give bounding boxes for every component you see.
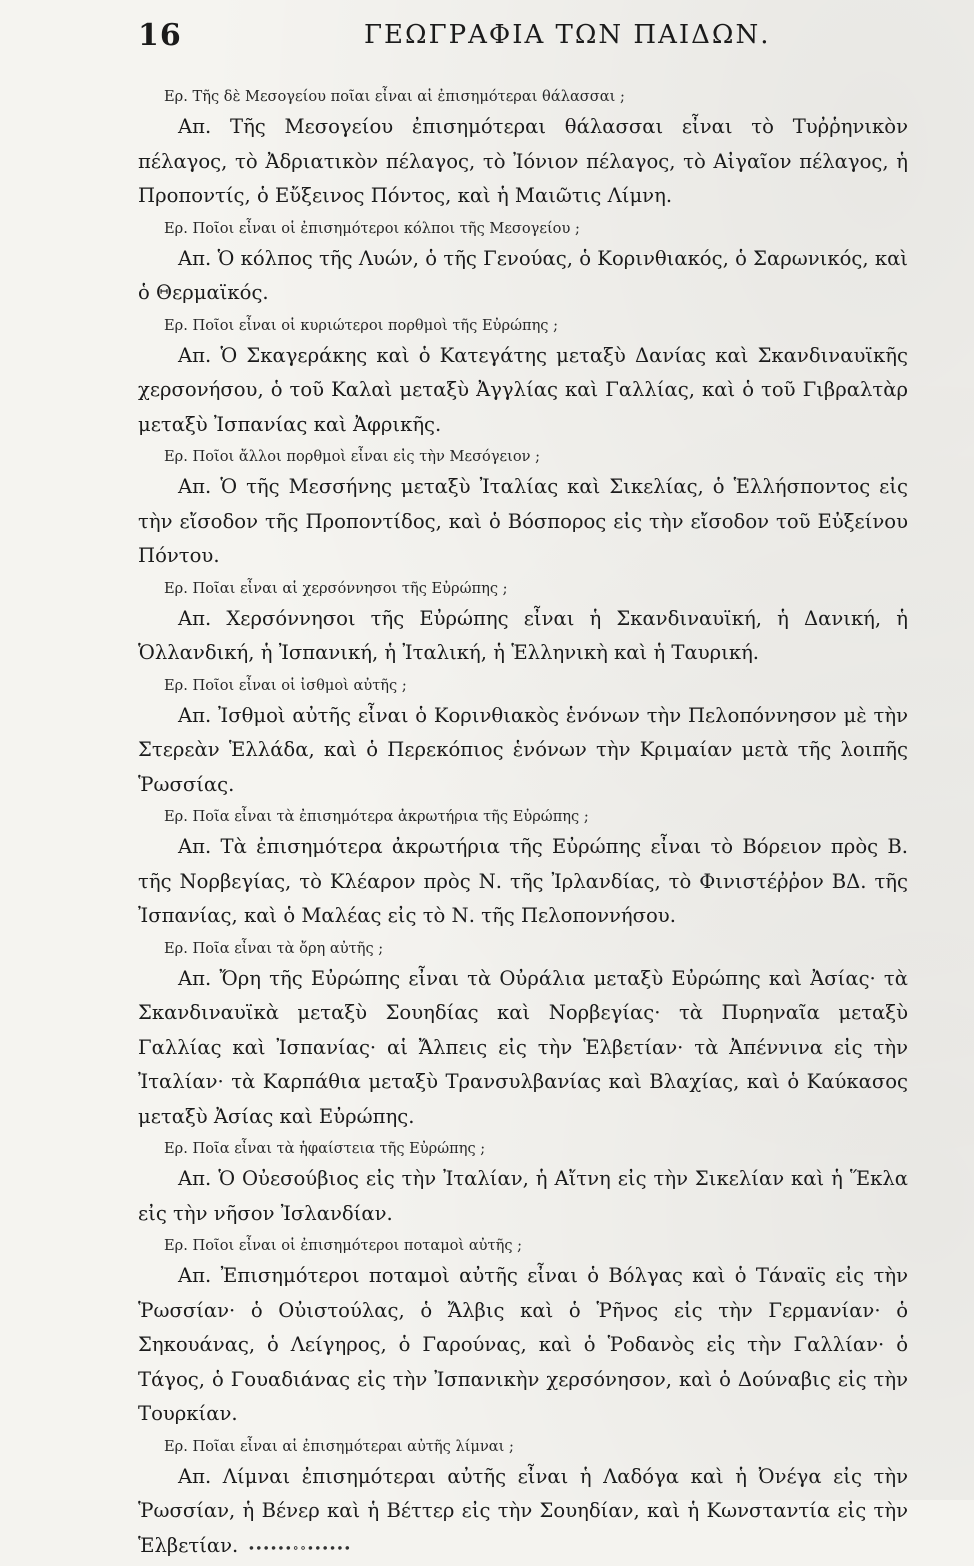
qa-entry xyxy=(138,446,908,574)
running-title: ΓΕΩΓΡΑΦΙΑ ΤΩΝ ΠΑΙΔΩΝ. xyxy=(364,20,771,50)
answer-text: Απ. Ὁ τῆς Μεσσήνης μεταξὺ Ἰταλίας καὶ Σικελίας, ὁ Ἑλλήσποντος εἰς τὴν εἴσοδον τῆς Προποντίδος, καὶ ὁ Βόσπορος εἰς τὴν εἴσοδον τοῦ Εὐξείνου Πόντου. xyxy=(138,470,908,574)
question-text: Ερ. Ποῖοι εἶναι οἱ ἐπισημότεροι ποταμοὶ αὐτῆς ; xyxy=(164,1235,908,1257)
answer-text: Απ. Ἐπισημότεροι ποταμοὶ αὐτῆς εἶναι ὁ Βόλγας καὶ ὁ Τάναϊς εἰς τὴν Ῥωσσίαν· ὁ Οὐιστούλας, ὁ Ἄλβις καὶ ὁ Ῥῆνος εἰς τὴν Γερμανίαν· ὁ Σηκουάνας, ὁ Λείγηρος, ὁ Γαρούνας, καὶ ὁ Ῥοδανὸς εἰς τὴν Γαλλίαν· ὁ Τάγος, ὁ Γουαδιάνας εἰς τὴν Ἰσπανικὴν χερσόνησον, καὶ ὁ Δούναβις εἰς τὴν Τουρκίαν. xyxy=(138,1259,908,1432)
answer-text-body: Απ. Λίμναι ἐπισημότεραι αὐτῆς εἶναι ἡ Λαδόγα καὶ ἡ Ὀνέγα εἰς τὴν Ῥωσσίαν, ἡ Βένερ καὶ ἡ Βέττερ εἰς τὴν Σουηδίαν, καὶ ἡ Κωνσταντία εἰς τὴν Ἑλβετίαν. xyxy=(138,1465,908,1557)
answer-text: Απ. Ὁ κόλπος τῆς Λυών, ὁ τῆς Γενούας, ὁ Κορινθιακός, ὁ Σαρωνικός, καὶ ὁ Θερμαϊκός. xyxy=(138,242,908,311)
question-text: Ερ. Ποῖαι εἶναι αἱ χερσόννησοι τῆς Εὐρώπης ; xyxy=(164,578,908,600)
question-text: Ερ. Ποῖα εἶναι τὰ ἡφαίστεια τῆς Εὐρώπης ; xyxy=(164,1138,908,1160)
qa-entry xyxy=(138,1138,908,1231)
answer-text: Απ. Ἰσθμοὶ αὐτῆς εἶναι ὁ Κορινθιακὸς ἑνόνων τὴν Πελοπόννησον μὲ τὴν Στερεὰν Ἑλλάδα, καὶ ὁ Περεκόπιος ἑνόνων τὴν Κριμαίαν μετὰ τῆς λοιπῆς Ῥωσσίας. xyxy=(138,699,908,803)
answer-text: Απ. Ὁ Σκαγεράκης καὶ ὁ Κατεγάτης μεταξὺ Δανίας καὶ Σκανδιναυϊκῆς χερσονήσου, ὁ τοῦ Καλαὶ μεταξὺ Ἀγγλίας καὶ Γαλλίας, καὶ ὁ τοῦ Γιβραλτὰρ μεταξὺ Ἰσπανίας καὶ Ἀφρικῆς. xyxy=(138,339,908,443)
qa-entry xyxy=(138,938,908,1135)
question-text: Ερ. Ποῖαι εἶναι αἱ ἐπισημότεραι αὐτῆς λίμναι ; xyxy=(164,1436,908,1458)
page-header xyxy=(138,18,908,64)
question-text: Ερ. Ποῖα εἶναι τὰ ἐπισημότερα ἀκρωτήρια τῆς Εὐρώπης ; xyxy=(164,806,908,828)
question-text: Ερ. Ποῖοι εἶναι οἱ κυριώτεροι πορθμοὶ τῆς Εὐρώπης ; xyxy=(164,315,908,337)
qa-entry xyxy=(138,1436,908,1566)
qa-entry xyxy=(138,1235,908,1432)
answer-text: Απ. Τὰ ἐπισημότερα ἀκρωτήρια τῆς Εὐρώπης εἶναι τὸ Βόρειον πρὸς Β. τῆς Νορβεγίας, τὸ Κλέαρον πρὸς Ν. τῆς Ἰρλανδίας, τὸ Φινιστέῤῥον ΒΔ. τῆς Ἰσπανίας, καὶ ὁ Μαλέας εἰς τὸ Ν. τῆς Πελοποννήσου. xyxy=(138,830,908,934)
qa-entry xyxy=(138,315,908,443)
answer-text: Απ. Ὁ Οὐεσούβιος εἰς τὴν Ἰταλίαν, ἡ Αἴτνη εἰς τὴν Σικελίαν καὶ ἡ Ἕκλα εἰς τὴν νῆσον Ἰσλανδίαν. xyxy=(138,1162,908,1231)
qa-entry xyxy=(138,675,908,803)
answer-text xyxy=(138,1460,908,1566)
question-text: Ερ. Τῆς δὲ Μεσογείου ποῖαι εἶναι αἱ ἐπισημότεραι θάλασσαι ; xyxy=(164,86,908,108)
question-text: Ερ. Ποῖοι εἶναι οἱ ἰσθμοὶ αὐτῆς ; xyxy=(164,675,908,697)
answer-text: Απ. Τῆς Μεσογείου ἐπισημότεραι θάλασσαι εἶναι τὸ Τυῤῥηνικὸν πέλαγος, τὸ Ἀδριατικὸν πέλαγος, τὸ Ἰόνιον πέλαγος, τὸ Αἰγαῖον πέλαγος, ἡ Προποντίς, ὁ Εὔξεινος Πόντος, καὶ ἡ Μαιῶτις Λίμνη. xyxy=(138,110,908,214)
question-text: Ερ. Ποῖα εἶναι τὰ ὄρη αὐτῆς ; xyxy=(164,938,908,960)
answer-text: Απ. Χερσόννησοι τῆς Εὐρώπης εἶναι ἡ Σκανδιναυϊκή, ἡ Δανική, ἡ Ὁλλανδική, ἡ Ἰσπανική, ἡ Ἰταλική, ἡ Ἑλληνικὴ καὶ ἡ Ταυρική. xyxy=(138,602,908,671)
question-text: Ερ. Ποῖοι ἄλλοι πορθμοὶ εἶναι εἰς τὴν Μεσόγειον ; xyxy=(164,446,908,468)
end-ornament: ∙∙∙∙∙∙∘∘∙∙∙∙∙∙ xyxy=(248,1541,351,1556)
page-number: 16 xyxy=(138,18,182,53)
qa-entry xyxy=(138,218,908,311)
qa-entry xyxy=(138,806,908,934)
answer-text: Απ. Ὄρη τῆς Εὐρώπης εἶναι τὰ Οὐράλια μεταξὺ Εὐρώπης καὶ Ἀσίας· τὰ Σκανδιναυϊκὰ μεταξὺ Σουηδίας καὶ Νορβεγίας· τὰ Πυρηναῖα μεταξὺ Γαλλίας καὶ Ἰσπανίας· αἱ Ἄλπεις εἰς τὴν Ἑλβετίαν· τὰ Ἀπέννινα εἰς τὴν Ἰταλίαν· τὰ Καρπάθια μεταξὺ Τρανσυλβανίας καὶ Βλαχίας, καὶ ὁ Καύκασος μεταξὺ Ἀσίας καὶ Εὐρώπης. xyxy=(138,962,908,1135)
qa-entry xyxy=(138,578,908,671)
qa-entry xyxy=(138,86,908,214)
question-text: Ερ. Ποῖοι εἶναι οἱ ἐπισημότεροι κόλποι τῆς Μεσογείου ; xyxy=(164,218,908,240)
